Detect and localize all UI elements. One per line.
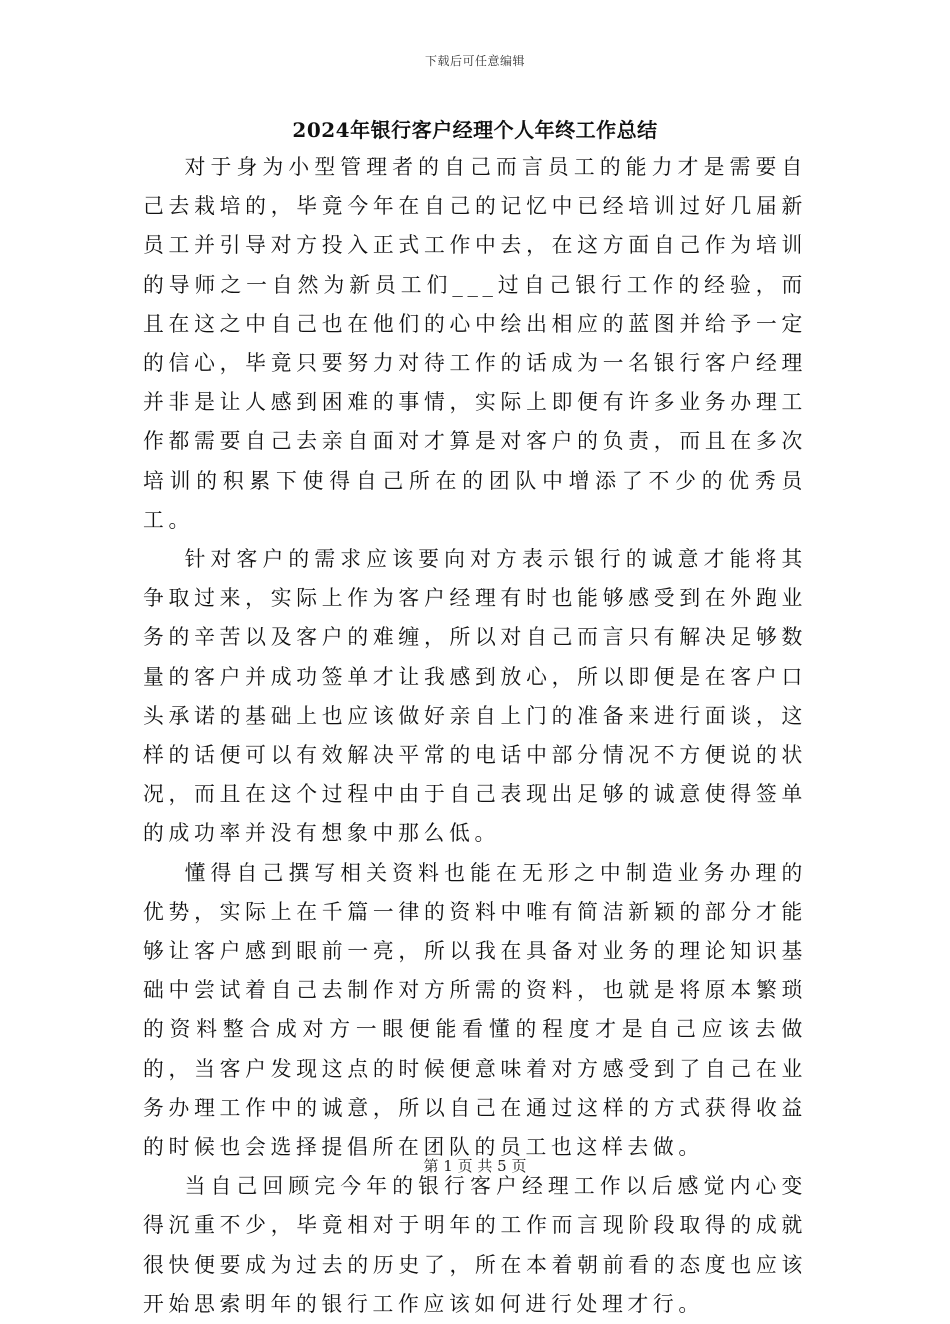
paragraph-1: 对于身为小型管理者的自己而言员工的能力才是需要自己去栽培的，毕竟今年在自己的记忆中已经培训过好几届新员工并引导对方投入正式工作中去，在这方面自己作为培训的导师之一自然为新员工们___过自己银行工作的经验，而且在这之中自己也在他们的心中绘出相应的蓝图并给予一定的信心，毕竟只要努力对待工作的话成为一名银行客户经理并非是让人感到困难的事情，实际上即便有许多业务办理工作都需要自己去亲自面对才算是对客户的负责，而且在多次培训的积累下使得自己所在的团队中增添了不少的优秀员工。 <box>143 155 807 532</box>
page-number: 第 1 页 共 5 页 <box>423 1157 527 1175</box>
paragraph-3: 懂得自己撰写相关资料也能在无形之中制造业务办理的优势，实际上在千篇一律的资料中唯有简洁新颖的部分才能够让客户感到眼前一亮，所以我在具备对业务的理论知识基础中尝试着自己去制作对方所需的资料，也就是将原本繁琐的资料整合成对方一眼便能看懂的程度才是自己应该去做的，当客户发现这点的时候便意味着对方感受到了自己在业务办理工作中的诚意，所以自己在通过这样的方式获得收益的时候也会选择提倡所在团队的员工也这样去做。 <box>143 860 807 1160</box>
header-note: 下载后可任意编辑 <box>424 54 525 68</box>
paragraph-2: 针对客户的需求应该要向对方表示银行的诚意才能将其争取过来，实际上作为客户经理有时也能够感受到在外跑业务的辛苦以及客户的难缠，所以对自己而言只有解决足够数量的客户并成功签单才让我感到放心，所以即便是在客户口头承诺的基础上也应该做好亲自上门的准备来进行面谈，这样的话便可以有效解决平常的电话中部分情况不方便说的状况，而且在这个过程中由于自己表现出足够的诚意使得签单的成功率并没有想象中那么低。 <box>143 547 807 846</box>
document-title: 2024年银行客户经理个人年终工作总结 <box>292 118 658 142</box>
document-body <box>143 148 807 1324</box>
paragraph-4: 当自己回顾完今年的银行客户经理工作以后感觉内心变得沉重不少，毕竟相对于明年的工作而言现阶段取得的成就很快便要成为过去的历史了，所在本着朝前看的态度也应该开始思索明年的银行工作应该如何进行处理才行。 <box>143 1174 807 1316</box>
